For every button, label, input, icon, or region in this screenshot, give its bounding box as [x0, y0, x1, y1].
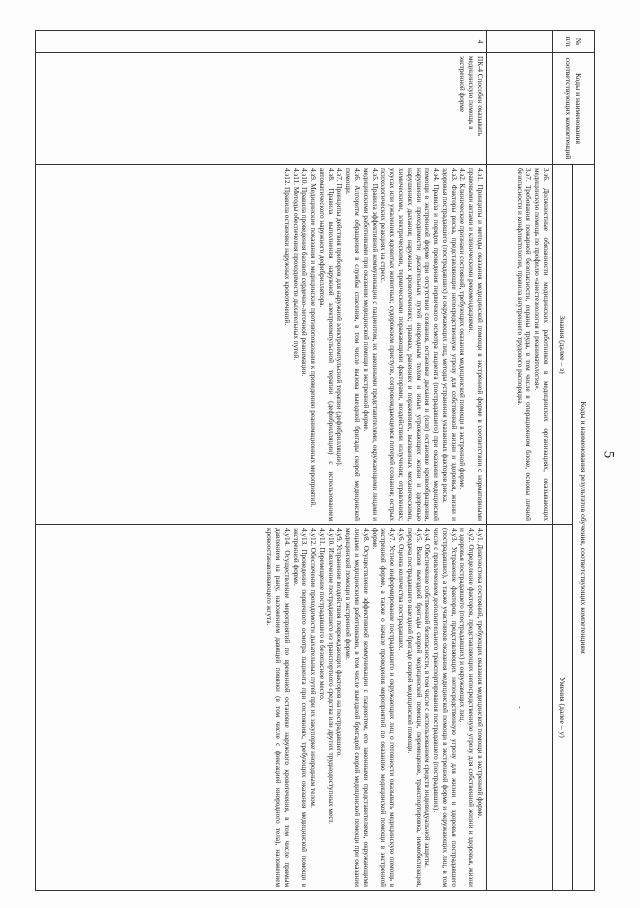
list-item: 4.у11. Перемещение пострадавшего в безопасное место. — [317, 528, 326, 701]
list-item: 4.з9. Медицинские показания и медицинские противопоказания к проведению реанимационных мероприятий. — [309, 168, 318, 508]
list-item: 4.у1. Диагностика состояний, требующих оказания медицинской помощи в экстренной форме. — [476, 528, 484, 819]
header-number: № п/п — [553, 31, 595, 53]
list-item: 4.з8. Правила выполнения наружной электроимпульсной терапии (дефибрилляции) с использованием автоматического наружного дефибриллятора. — [317, 168, 335, 521]
list-item: 4.у8. Осуществление эффективной коммуникации с пациентом, его законными представителями, окружающими лицами и медицинскими работниками, в том числе выездной бригадой скорой медицинской помощи при оказании медицинской помощи в экстренной форме. — [344, 528, 370, 888]
cell-skills — [36, 525, 487, 891]
list-item: 4.у13. Проведение первичного осмотра пациента при состояниях, требующих оказания медицинской помощи в экстренной форме. — [291, 528, 309, 888]
list-item: 4.з6. Алгоритм обращения в службы спасения, в том числе вызова выездной бригады скорой медицинской помощи. — [344, 168, 362, 521]
list-item: 4.з12. Правила остановки наружных кровотечений. — [282, 168, 291, 326]
list-item: 4.у2. Определение факторов, представляющих непосредственную угрозу для собственной жизни и здоровья, жизни и здоровья пострадавшего (пострадавших) и окружающих лиц. — [458, 528, 476, 888]
list-item: 4.з11. Методы обеспечения проходимости дыхательных путей. — [291, 168, 300, 361]
header-knowledge: Знания (далее – з) — [553, 165, 573, 525]
table-row-previous — [487, 31, 553, 891]
cell-knowledge-previous — [487, 165, 553, 525]
cell-number-empty — [487, 31, 553, 53]
header-competence-codes: Коды и наименования соответствующих компетенций — [553, 53, 595, 165]
list-item: 4.у6. Оценка количества пострадавших. — [396, 528, 405, 651]
list-item: 4.з10. Правила проведения базовой сердечно-легочной реанимации. — [300, 168, 309, 377]
list-item: 4.з4. Правила и порядок проведения первичного осмотра пациента (пострадавшего) при оказании медицинской помощи в экстренной форме при отсутствии сознания, остановке дыхания и (или) остановке кровообращения, нарушении проходимости дыхательных путей инородным телом и иных угрожающих жизни и здоровью нарушениях дыхания; наружных кровотечениях; травмах, ранениях и поражениях, вызванных механическими, химическими, электрическими, термическими поражающими факторами, воздействии излучения; отравлениях; укусах или ужалениях ядовитых животных; судорожном приступе, сопровождающемся потерей сознания; острых психологических реакциях на стресс. — [379, 168, 441, 521]
list-item: 4.у12. Обеспечение проходимости дыхательных путей при их закупорке инородным телом. — [309, 528, 318, 808]
table-row-4 — [36, 31, 487, 891]
header-learning-results: Коды и наименования результатов обучения, соответствующих компетенциям — [573, 165, 595, 891]
header-skills: Умения (далее – у) — [553, 525, 573, 891]
list-item: 4.з5. Правила эффективной коммуникации с пациентом, их законными представителями, окружающими лицами и медицинскими работниками при оказании медицинской помощи в экстренной форме. — [361, 168, 379, 521]
cell-skills-previous: - — [487, 525, 553, 891]
list-item: 4.у14. Осуществление мероприятий по временной остановке наружного кровотечения, в том числе прямым давлением на рану, наложением давящей повязки (в том числе с фиксацией инородного тела), наложением кровоостанавливающего жгута. — [265, 528, 291, 888]
list-item: 4.у3. Устранение факторов, представляющих непосредственную угрозу для жизни и здоровья пострадавшего (пострадавших), а также участников оказания медицинской помощи в экстренной форме и окружающих лиц, в том числе с привлечением дополнительного транспортирования пострадавшего (пострадавших). — [432, 528, 458, 888]
rotated-table-wrapper — [35, 30, 595, 890]
list-item: 4.з7. Принципы действия приборов для наружной электроимпульсной терапии (дефибрилляции). — [335, 168, 344, 467]
list-item: 4.з2. Клинические признаки состояний, требующих оказания медицинской помощи в экстренной форме. — [458, 168, 467, 490]
list-item: 4.у10. Извлечение пострадавшего из транспортного средства или других труднодоступных мест. — [326, 528, 335, 824]
list-item: 4.з3. Факторы риска, представляющие непосредственную угрозу для собственной жизни и здоровья, жизни и здоровья пострадавшего (пострадавших) и окружающих лиц, методы устранения указанных факторов риска. — [440, 168, 458, 521]
cell-knowledge — [36, 165, 487, 525]
list-item: 3.з6. Должностные обязанности медицинских работников в медицинских организациях, оказывающих медицинскую помощь по профилю «анестезиология и реаниматология». — [533, 168, 550, 521]
list-item: 3.з7. Требования пожарной безопасности, охраны труда, в том числе в операционном блоке, основы личной безопасности и конфликтологии, правила внутреннего трудового распорядка. — [515, 168, 533, 521]
list-item: 4.з1. Принципы и методы оказания медицинской помощи в экстренной форме в соответствии с нормативными правовыми актами и клиническими рекомендациями. — [467, 168, 484, 521]
competence-table — [35, 30, 595, 891]
page-number: 5 — [600, 450, 617, 459]
cell-competence: ПК-4 Способен оказывать медицинскую помощь в экстренной форме — [36, 53, 487, 165]
list-item: 4.у4. Обеспечение собственной безопасности, в том числе с использованием средств индивидуальной защиты. — [423, 528, 432, 868]
cell-competence-empty — [487, 53, 553, 165]
cell-number: 4 — [36, 31, 487, 53]
list-item: 4.у7. Устное информирование пострадавшего и окружающих лиц о готовности оказывать медицинскую помощь в экстренной форме, а также о начале проведения мероприятий по оказанию медицинской помощи в экстренной форме. — [370, 528, 397, 888]
list-item: 4.у5. Вызов выездной бригады скорой медицинской помощи, перемещение, транспортировка, иммобилизация, передача пострадавшего выездной бригаде скорой медицинской помощи. — [405, 528, 423, 888]
list-item: 4.у9. Устранение воздействия повреждающих факторов на пострадавшего. — [335, 528, 344, 757]
